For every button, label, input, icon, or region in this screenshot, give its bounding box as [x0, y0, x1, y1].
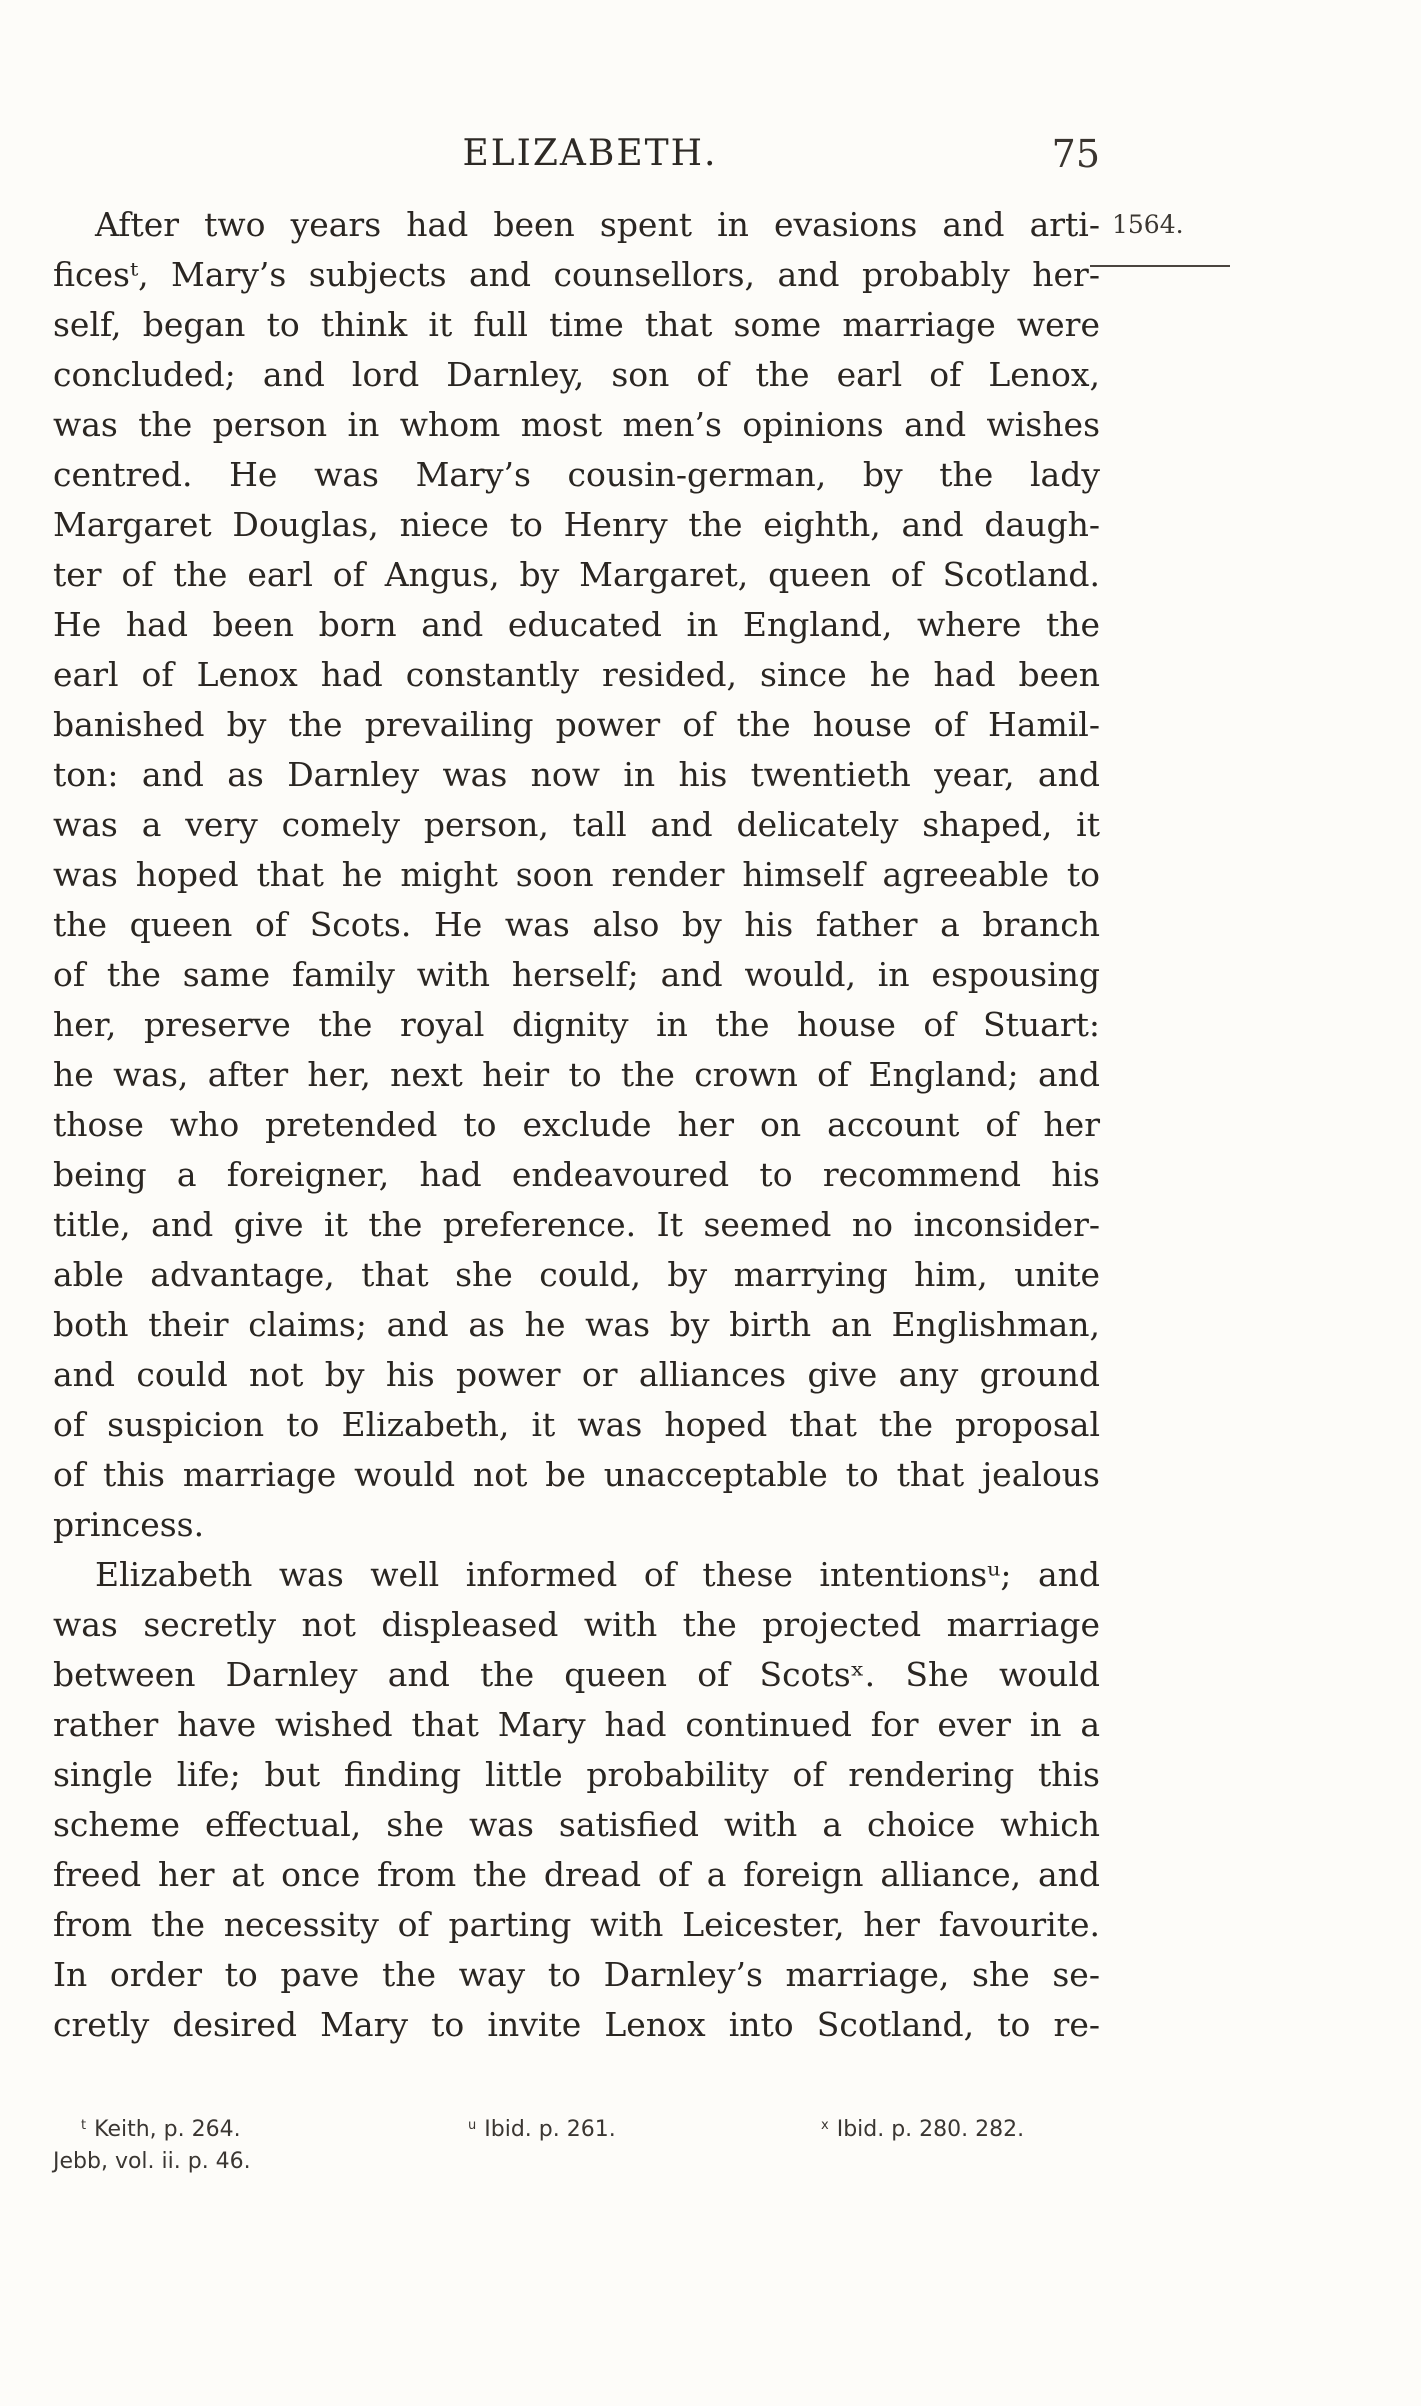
text-line: title, and give it the preference. It seemed no inconsider-: [53, 1205, 1100, 1244]
text-line: earl of Lenox had constantly resided, since he had been: [53, 655, 1100, 694]
page-number: 75: [1051, 132, 1100, 176]
margin-rule: [1090, 265, 1230, 267]
text-line: was secretly not displeased with the projected marriage: [53, 1605, 1100, 1644]
text-line: cretly desired Mary to invite Lenox into Scotland, to re-: [53, 2005, 1100, 2044]
text-line: between Darnley and the queen of Scotsˣ. She would: [53, 1655, 1100, 1694]
text-line: ter of the earl of Angus, by Margaret, queen of Scotland.: [53, 555, 1100, 594]
text-line: self, began to think it full time that some marriage were: [53, 305, 1100, 344]
text-line: concluded; and lord Darnley, son of the earl of Lenox,: [53, 355, 1100, 394]
text-line: both their claims; and as he was by birth an Englishman,: [53, 1305, 1100, 1344]
footnotes: [53, 2108, 1100, 2180]
running-head: ELIZABETH.: [462, 133, 718, 174]
footnote-u: [468, 2108, 616, 2148]
text-line: single life; but finding little probability of rendering this: [53, 1755, 1100, 1794]
footnote-mark: t: [81, 2118, 87, 2133]
body-text: [53, 200, 1100, 2050]
page-header: [0, 124, 1421, 184]
text-line: her, preserve the royal dignity in the house of Stuart:: [53, 1005, 1100, 1044]
text-line: princess.: [53, 1505, 205, 1544]
text-line: scheme effectual, she was satisfied with a choice which: [53, 1805, 1100, 1844]
text-line: He had been born and educated in England, where the: [53, 605, 1100, 644]
text-line: was a very comely person, tall and delicately shaped, it: [53, 805, 1100, 844]
text-line: able advantage, that she could, by marrying him, unite: [53, 1255, 1100, 1294]
text-line: of the same family with herself; and would, in espousing: [53, 955, 1100, 994]
footnote-text: Keith, p. 264.: [94, 2117, 241, 2142]
text-line: ton: and as Darnley was now in his twentieth year, and: [53, 755, 1100, 794]
text-line: the queen of Scots. He was also by his father a branch: [53, 905, 1100, 944]
text-line: of this marriage would not be unacceptable to that jealous: [53, 1455, 1100, 1494]
margin-year: 1564.: [1112, 210, 1184, 239]
text-line: and could not by his power or alliances give any ground: [53, 1355, 1100, 1394]
text-line: of suspicion to Elizabeth, it was hoped that the proposal: [53, 1405, 1100, 1444]
footnote-row: [53, 2108, 1100, 2144]
footnote-text: Jebb, vol. ii. p. 46.: [53, 2149, 251, 2174]
footnote-row: [53, 2144, 1100, 2180]
footnote-text: Ibid. p. 261.: [484, 2117, 616, 2142]
text-line: was hoped that he might soon render himself agreeable to: [53, 855, 1100, 894]
text-line: those who pretended to exclude her on account of her: [53, 1105, 1100, 1144]
footnote-t: [81, 2108, 241, 2148]
footnote-x: [821, 2108, 1024, 2148]
footnote-mark: x: [821, 2118, 829, 2133]
text-line: freed her at once from the dread of a foreign alliance, and: [53, 1855, 1100, 1894]
footnote-mark: u: [468, 2118, 477, 2133]
footnote-continuation: [53, 2144, 251, 2180]
text-line: banished by the prevailing power of the house of Hamil-: [53, 705, 1100, 744]
text-line: In order to pave the way to Darnley’s marriage, she se-: [53, 1955, 1100, 1994]
text-line: from the necessity of parting with Leicester, her favourite.: [53, 1905, 1100, 1944]
text-line: ficesᵗ, Mary’s subjects and counsellors, and probably her-: [53, 255, 1100, 294]
text-line: he was, after her, next heir to the crown of England; and: [53, 1055, 1100, 1094]
text-line: was the person in whom most men’s opinions and wishes: [53, 405, 1100, 444]
text-line: Elizabeth was well informed of these intentionsᵘ; and: [95, 1555, 1100, 1594]
text-line: Margaret Douglas, niece to Henry the eighth, and daugh-: [53, 505, 1100, 544]
text-line: rather have wished that Mary had continued for ever in a: [53, 1705, 1100, 1744]
footnote-text: Ibid. p. 280. 282.: [836, 2117, 1025, 2142]
text-line: being a foreigner, had endeavoured to recommend his: [53, 1155, 1100, 1194]
text-line: centred. He was Mary’s cousin-german, by the lady: [53, 455, 1100, 494]
text-line: After two years had been spent in evasions and arti-: [95, 205, 1100, 244]
